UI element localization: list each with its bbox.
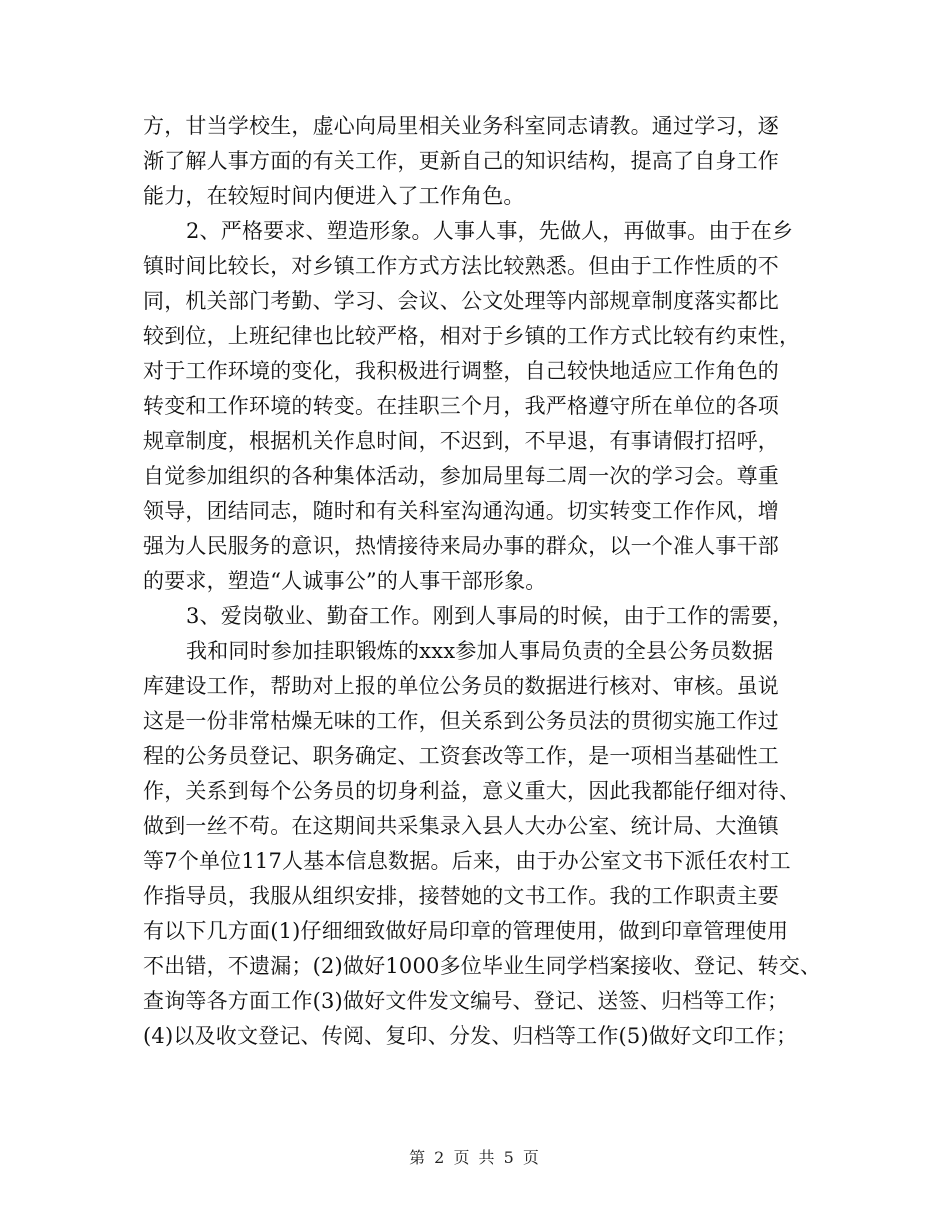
text-line: 作指导员，我服从组织安排，接替她的文书工作。我的工作职责主要 [143,884,779,908]
text-line: 规章制度，根据机关作息时间，不迟到，不早退，有事请假打招呼， [143,429,779,453]
text-line: 镇时间比较长，对乡镇工作方式方法比较熟悉。但由于工作性质的不 [143,254,779,278]
text-line: 领导，团结同志，随时和有关科室沟通沟通。切实转变工作作风，增 [143,499,779,523]
text-line: 我和同时参加挂职锻炼的xxx参加人事局负责的全县公务员数据 [186,639,774,663]
text-line: (4)以及收文登记、传阅、复印、分发、归档等工作(5)做好文印工作； [143,1024,798,1048]
text-line: 转变和工作环境的转变。在挂职三个月，我严格遵守所在单位的各项 [143,394,779,418]
text-line: 的要求，塑造“人诚事公”的人事干部形象。 [143,569,547,593]
text-line: 能力，在较短时间内便进入了工作角色。 [143,184,525,208]
text-line: 同，机关部门考勤、学习、会议、公文处理等内部规章制度落实都比 [143,289,779,313]
text-line: 程的公务员登记、职务确定、工资套改等工作，是一项相当基础性工 [143,744,779,768]
text-line: 方，甘当学校生，虚心向局里相关业务科室同志请教。通过学习，逐 [143,114,779,138]
text-line: 自觉参加组织的各种集体活动，参加局里每二周一次的学习会。尊重 [143,464,779,488]
text-line: 这是一份非常枯燥无味的工作，但关系到公务员法的贯彻实施工作过 [143,709,779,733]
text-line: 库建设工作，帮助对上报的单位公务员的数据进行核对、审核。虽说 [143,674,779,698]
text-line: 等7个单位117人基本信息数据。后来，由于办公室文书下派任农村工 [143,849,791,873]
text-line: 3、爱岗敬业、勤奋工作。刚到人事局的时候，由于工作的需要， [186,604,794,628]
text-line: 较到位，上班纪律也比较严格，相对于乡镇的工作方式比较有约束性， [143,324,801,348]
text-line: 渐了解人事方面的有关工作，更新自己的知识结构，提高了自身工作 [143,149,779,173]
text-line: 强为人民服务的意识，热情接待来局办事的群众，以一个准人事干部 [143,534,779,558]
text-line: 不出错，不遗漏；(2)做好1000多位毕业生同学档案接收、登记、转交、 [143,954,822,978]
text-line: 有以下几方面(1)仔细细致做好局印章的管理使用，做到印章管理使用 [143,919,789,943]
text-line: 2、严格要求、塑造形象。人事人事，先做人，再做事。由于在乡 [186,219,794,243]
text-line: 对于工作环境的变化，我积极进行调整，自己较快地适应工作角色的 [143,359,779,383]
page-number-footer: 第 2 页 共 5 页 [409,1148,541,1167]
text-line: 作，关系到每个公务员的切身利益，意义重大，因此我都能仔细对待、 [143,779,801,803]
text-line: 查询等各方面工作(3)做好文件发文编号、登记、送签、归档等工作； [143,989,789,1013]
text-line: 做到一丝不苟。在这期间共采集录入县人大办公室、统计局、大渔镇 [143,814,779,838]
